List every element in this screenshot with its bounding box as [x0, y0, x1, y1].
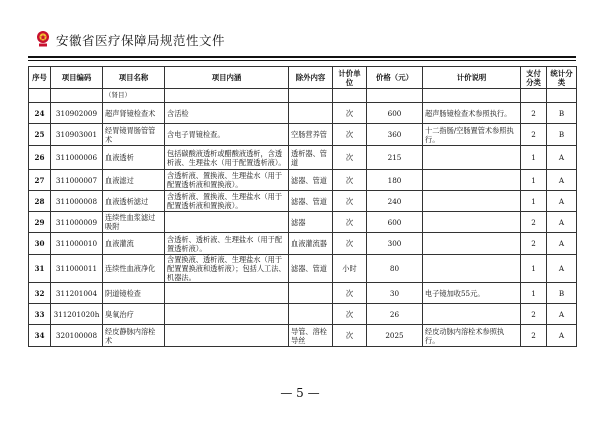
table-row: [29, 255, 577, 283]
cell-pay: 1: [521, 170, 547, 191]
document-header: [28, 30, 576, 52]
cell-stat: A: [547, 146, 577, 170]
cell-price: 240: [367, 191, 423, 212]
col-header-stat: 统计分类: [547, 67, 577, 89]
col-header-content: 项目内涵: [165, 67, 289, 89]
cell-code: 310903001: [51, 124, 103, 146]
header-rule-thick: [28, 56, 576, 58]
cell-name: 血液滤过: [103, 170, 165, 191]
cell-content: 含电子胃镜检查。: [165, 124, 289, 146]
cell-note: 十二指肠/空肠置管术参照执行。: [423, 124, 521, 146]
cell-note: [423, 170, 521, 191]
cell-pay: 1: [521, 146, 547, 170]
cell-stat: B: [547, 103, 577, 124]
cell-pay: 2: [521, 103, 547, 124]
cell-unit: 次: [333, 325, 367, 347]
cell-except: 滤器: [289, 212, 333, 233]
table-row: [29, 212, 577, 233]
cell-name: 连续性血浆滤过吸附: [103, 212, 165, 233]
cell-unit: 次: [333, 191, 367, 212]
cell-except: [289, 304, 333, 325]
table-row: [29, 124, 577, 146]
document-title: 安徽省医疗保障局规范性文件: [56, 33, 226, 48]
cell-content: [165, 283, 289, 304]
cell-no: 24: [29, 103, 51, 124]
cell-content: 含活检: [165, 103, 289, 124]
cell-note: 经皮动脉内溶栓术参照执行。: [423, 325, 521, 347]
cell-stat: A: [547, 255, 577, 283]
cell-no: 29: [29, 212, 51, 233]
cell-unit: 次: [333, 124, 367, 146]
table-row: [29, 170, 577, 191]
cell-no: 31: [29, 255, 51, 283]
col-header-name: 项目名称: [103, 67, 165, 89]
cell-price: 180: [367, 170, 423, 191]
cell-name: 连续性血液净化: [103, 255, 165, 283]
cell-stat: A: [547, 304, 577, 325]
table-row: [29, 283, 577, 304]
cell-note: 超声肠镜检查术参照执行。: [423, 103, 521, 124]
cell-stat: A: [547, 212, 577, 233]
cell-except: 导管、溶栓导丝: [289, 325, 333, 347]
cell-pay: 2: [521, 212, 547, 233]
cell-except: [289, 283, 333, 304]
cell-unit: 小时: [333, 255, 367, 283]
cell-code: 311000008: [51, 191, 103, 212]
cell-code: 311000006: [51, 146, 103, 170]
continuation-row: [29, 89, 577, 103]
cell-name: 血液透析滤过: [103, 191, 165, 212]
cell-except: 血液灌流器: [289, 233, 333, 255]
cell-code: 311000010: [51, 233, 103, 255]
cell-note: [423, 191, 521, 212]
cell-stat: B: [547, 283, 577, 304]
cell-pay: 1: [521, 255, 547, 283]
cell-content: [165, 212, 289, 233]
cell-content: 含透析、透析液、生理盐水（用于配置透析液）。: [165, 233, 289, 255]
continuation-label: （肾目）: [103, 89, 165, 103]
cell-except: 透析器、管道: [289, 146, 333, 170]
cell-note: [423, 233, 521, 255]
cell-code: 311000009: [51, 212, 103, 233]
cell-stat: A: [547, 233, 577, 255]
cell-price: 600: [367, 103, 423, 124]
cell-unit: 次: [333, 212, 367, 233]
cell-no: 34: [29, 325, 51, 347]
cell-content: 含透析液、置换液、生理盐水（用于配置透析液和置换液）。: [165, 170, 289, 191]
table-row: [29, 103, 577, 124]
cell-pay: 2: [521, 124, 547, 146]
cell-name: 经皮静脉内溶栓术: [103, 325, 165, 347]
cell-no: 26: [29, 146, 51, 170]
cell-price: 2025: [367, 325, 423, 347]
cell-except: 滤器、管道: [289, 191, 333, 212]
cell-name: 超声肾镜检查术: [103, 103, 165, 124]
col-header-except: 除外内容: [289, 67, 333, 89]
cell-price: 215: [367, 146, 423, 170]
cell-code: 320100008: [51, 325, 103, 347]
cell-note: [423, 255, 521, 283]
cell-unit: 次: [333, 283, 367, 304]
cell-name: 经胃镜胃肠管管术: [103, 124, 165, 146]
cell-except: 滤器、管道: [289, 255, 333, 283]
cell-code: 311201020h: [51, 304, 103, 325]
cell-code: 311201004: [51, 283, 103, 304]
cell-stat: A: [547, 325, 577, 347]
page-number: — 5 —: [280, 386, 320, 400]
col-header-note: 计价说明: [423, 67, 521, 89]
cell-no: 27: [29, 170, 51, 191]
cell-no: 30: [29, 233, 51, 255]
cell-code: 311000011: [51, 255, 103, 283]
emblem-icon: [36, 30, 50, 48]
cell-pay: 2: [521, 325, 547, 347]
col-header-price: 价格（元）: [367, 67, 423, 89]
cell-price: 80: [367, 255, 423, 283]
cell-no: 33: [29, 304, 51, 325]
cell-except: [289, 103, 333, 124]
cell-unit: 次: [333, 170, 367, 191]
cell-note: [423, 146, 521, 170]
header-rule-thin: [28, 60, 576, 61]
cell-pay: 2: [521, 304, 547, 325]
cell-unit: 次: [333, 103, 367, 124]
cell-name: 血液透析: [103, 146, 165, 170]
cell-no: 28: [29, 191, 51, 212]
cell-price: 360: [367, 124, 423, 146]
table-row: [29, 146, 577, 170]
cell-price: 30: [367, 283, 423, 304]
cell-except: 滤器、管道: [289, 170, 333, 191]
cell-stat: B: [547, 124, 577, 146]
cell-code: 310902009: [51, 103, 103, 124]
cell-except: 空肠营养管: [289, 124, 333, 146]
cell-name: 臭氧治疗: [103, 304, 165, 325]
cell-content: 含置换液、透析液、生理盐水（用于配置置换液和透析液）；包括人工法、机器法。: [165, 255, 289, 283]
table-row: [29, 304, 577, 325]
cell-note: [423, 304, 521, 325]
cell-pay: 1: [521, 283, 547, 304]
table-row: [29, 233, 577, 255]
cell-price: 600: [367, 212, 423, 233]
table-header-row: [29, 67, 577, 89]
cell-content: 包括碳酸液透析或醋酸液透析，含透析液、生理盐水（用于配置透析液）。: [165, 146, 289, 170]
cell-unit: 次: [333, 304, 367, 325]
cell-content: [165, 325, 289, 347]
cell-pay: 2: [521, 233, 547, 255]
col-header-no: 序号: [29, 67, 51, 89]
table-row: [29, 191, 577, 212]
cell-no: 32: [29, 283, 51, 304]
cell-note: 电子镜加收55元。: [423, 283, 521, 304]
cell-unit: 次: [333, 233, 367, 255]
cell-price: 300: [367, 233, 423, 255]
col-header-code: 项目编码: [51, 67, 103, 89]
col-header-pay: 支付分类: [521, 67, 547, 89]
cell-code: 311000007: [51, 170, 103, 191]
cell-content: [165, 304, 289, 325]
cell-content: 含透析液、置换液、生理盐水（用于配置透析液和置换液）。: [165, 191, 289, 212]
cell-name: 阴道镜检查: [103, 283, 165, 304]
pricing-table: [28, 66, 577, 347]
table-row: [29, 325, 577, 347]
cell-unit: 次: [333, 146, 367, 170]
col-header-unit: 计价单位: [333, 67, 367, 89]
cell-pay: 1: [521, 191, 547, 212]
cell-no: 25: [29, 124, 51, 146]
cell-note: [423, 212, 521, 233]
cell-stat: A: [547, 170, 577, 191]
cell-price: 26: [367, 304, 423, 325]
cell-stat: A: [547, 191, 577, 212]
cell-name: 血液灌流: [103, 233, 165, 255]
